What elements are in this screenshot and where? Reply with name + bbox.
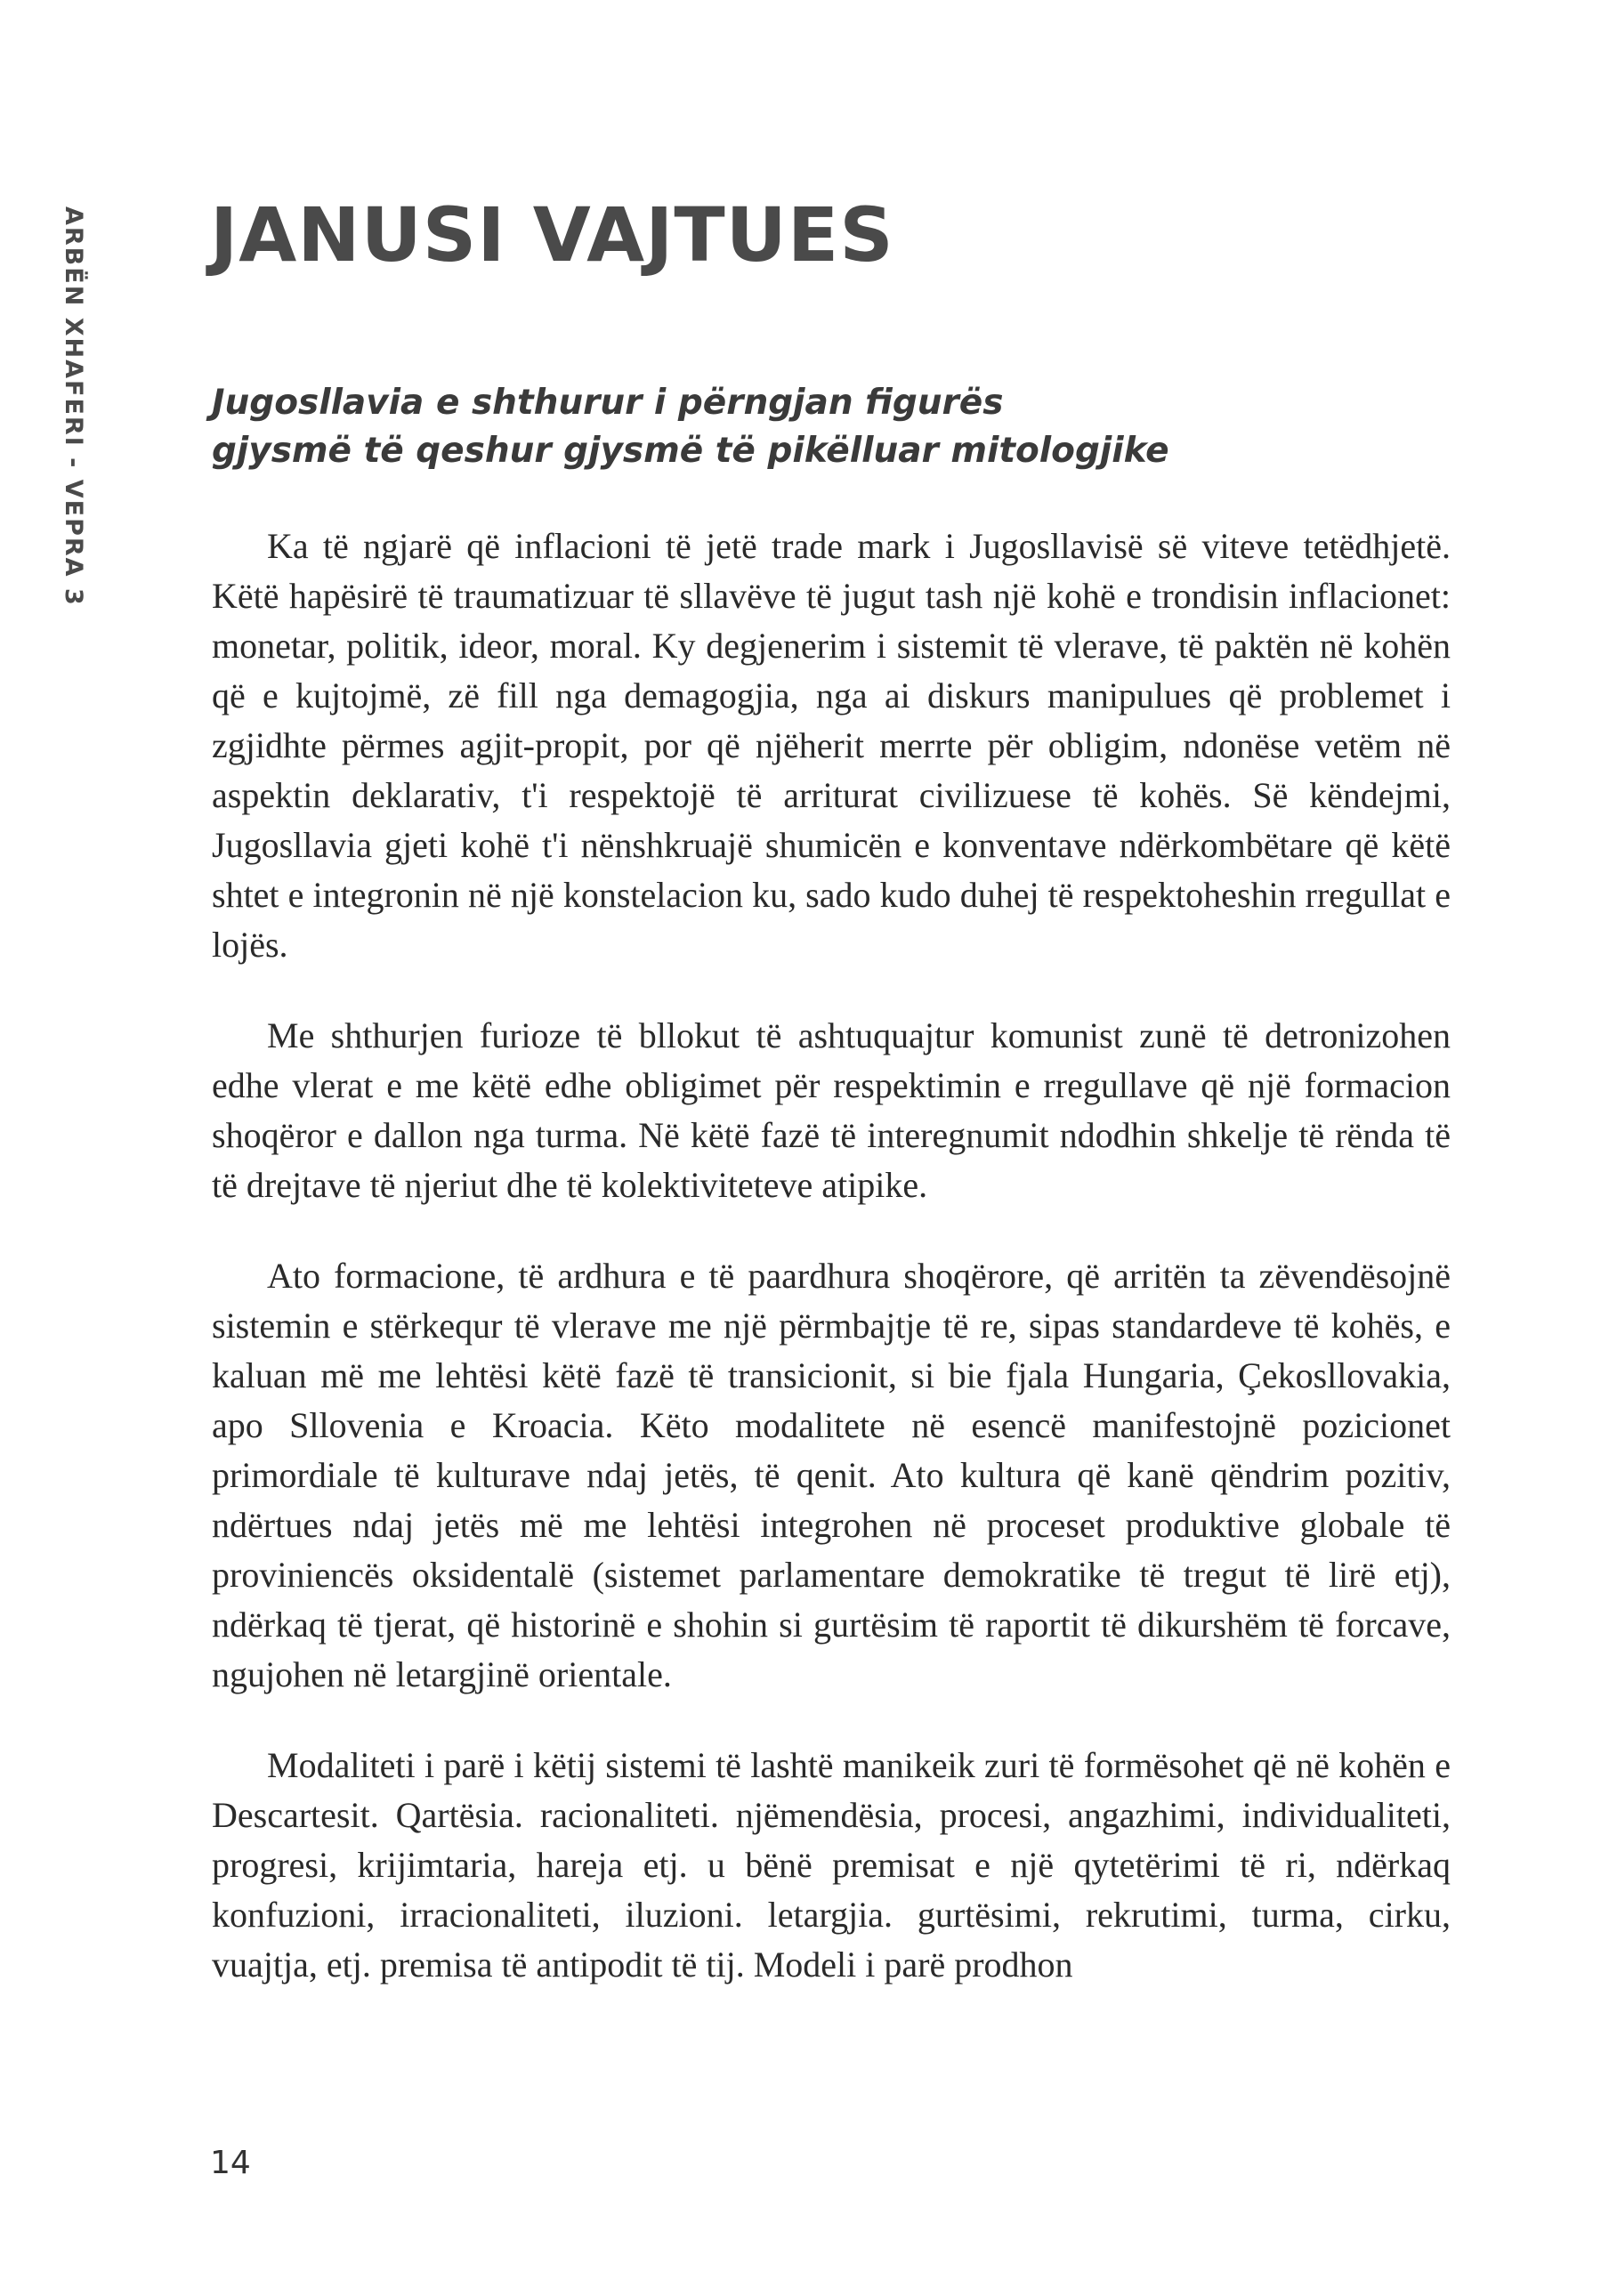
chapter-subtitle [212, 379, 1169, 475]
running-header: ARBËN XHAFERI - VEPRA 3 [60, 206, 87, 607]
page-number: 14 [210, 2145, 251, 2181]
subtitle-line-2: gjysmë të qeshur gjysmë të pikëlluar mitologjike [212, 431, 1169, 471]
paragraph-4: Modaliteti i parë i këtij sistemi të lashtë manikeik zuri të formësohet që në kohën e Descartesit. Qartësia. racionaliteti. njëmendësia, procesi, angazhimi, individualiteti, progresi, krijimtaria, hareja etj. u bënë premisat e një qytetërimi të ri, ndërkaq konfuzioni, irracionaliteti, iluzioni. letargjia. gurtësimi, rekrutimi, turma, cirku, vuajtja, etj. premisa të antipodit të tij. Modeli i parë prodhon [212, 1745, 1451, 1985]
chapter-title: JANUSI VAJTUES [210, 191, 894, 279]
body-text [212, 521, 1451, 2031]
paragraph-2: Me shthurjen furioze të bllokut të ashtuquajtur komunist zunë të detronizohen edhe vlerat e me këtë edhe obligimet për respektimin e rregullave që një formacion shoqëror e dallon nga turma. Në këtë fazë të interegnumit ndodhin shkelje të rënda të të drejtave të njeriut dhe të kolektiviteteve atipike. [212, 1015, 1451, 1205]
subtitle-line-1: Jugosllavia e shthurur i përngjan figurës [212, 383, 1004, 423]
paragraph-1: Ka të ngjarë që inflacioni të jetë trade mark i Jugosllavisë së viteve tetëdhjetë. Këtë hapësirë të traumatizuar të sllavëve të jugut tash një kohë e trondisin inflacionet: monetar, politik, ideor, moral. Ky degjenerim i sistemit të vlerave, të paktën në kohën që e kujtojmë, zë fill nga demagogjia, nga ai diskurs manipulues që problemet i zgjidhte përmes agjit-propit, por që njëherit merrte për obligim, ndonëse vetëm në aspektin deklarativ, t'i respektojë të arriturat civilizuese të kohës. Së këndejmi, Jugosllavia gjeti kohë t'i nënshkruajë shumicën e konventave ndërkombëtare që këtë shtet e integronin në një konstelacion ku, sado kudo duhej të respektoheshin rregullat e lojës. [212, 526, 1451, 965]
paragraph-3: Ato formacione, të ardhura e të paardhura shoqërore, që arritën ta zëvendësojnë sistemin e stërkequr të vlerave me një përmbajtje të re, sipas standardeve të kohës, e kaluan më me lehtësi këtë fazë të transicionit, si bie fjala Hungaria, Çekosllovakia, apo Sllovenia e Kroacia. Këto modalitete në esencë manifestojnë pozicionet primordiale të kulturave ndaj jetës, të qenit. Ato kultura që kanë qëndrim pozitiv, ndërtues ndaj jetës më me lehtësi integrohen në proceset produktive globale të proviniencës oksidentalë (sistemet parlamentare demokratike të tregut të lirë etj), ndërkaq të tjerat, që historinë e shohin si gurtësim të raportit të dikurshëm të forcave, ngujohen në letargjinë orientale. [212, 1256, 1451, 1694]
